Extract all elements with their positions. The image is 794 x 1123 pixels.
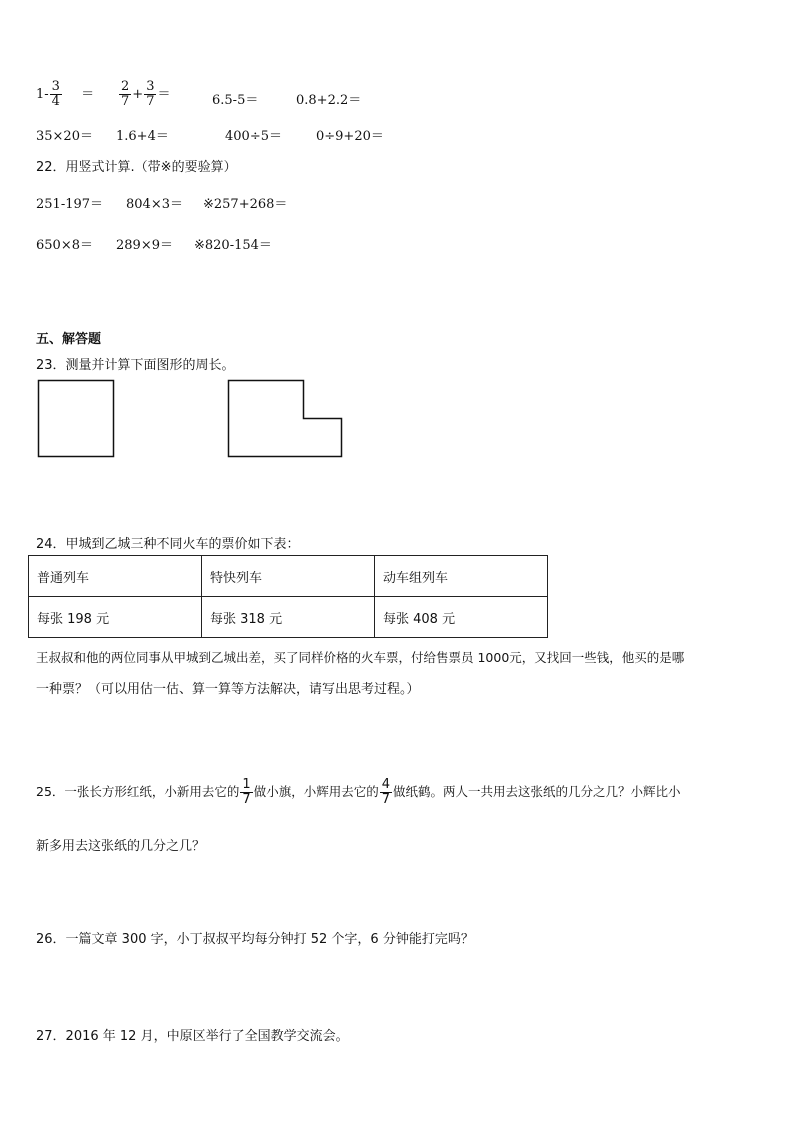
fraction-denominator: 7: [146, 94, 155, 109]
question-26-text: 26．一篇文章 300 字，小丁叔叔平均每分钟打 52 个字，6 分钟能打完吗？: [36, 932, 474, 947]
question-22-title: 22．用竖式计算.（带※的要验算）: [36, 160, 237, 175]
table-row: [29, 556, 548, 597]
fraction-denominator: 7: [381, 792, 390, 807]
table-cell: 每张 198 元: [29, 597, 202, 638]
fraction-numerator: 1: [242, 777, 251, 792]
fraction: [240, 778, 252, 807]
question-25-line-1: [36, 778, 681, 807]
column-calc-3: ※257+268＝: [203, 197, 288, 212]
fraction-denominator: 7: [242, 792, 251, 807]
oral-calc-expr-8: 0÷9+20＝: [316, 129, 384, 144]
question-23-text: 23．测量并计算下面图形的周长。: [36, 358, 235, 373]
table-header-cell: 动车组列车: [375, 556, 548, 597]
question-24-intro: 24．甲城到乙城三种不同火车的票价如下表：: [36, 537, 300, 552]
expr-text: 1-: [36, 87, 49, 102]
table-cell: 每张 318 元: [202, 597, 375, 638]
question-24-line-2: 一种票？（可以用估一估、算一算等方法解决，请写出思考过程。）: [36, 682, 420, 697]
table-cell: 每张 408 元: [375, 597, 548, 638]
plus-sign: +: [132, 87, 144, 102]
fraction-numerator: 4: [381, 777, 390, 792]
table-header-cell: 普通列车: [29, 556, 202, 597]
column-calc-1: 251-197＝: [36, 197, 104, 212]
fraction-numerator: 3: [51, 79, 60, 94]
question-24-line-1: 王叔叔和他的两位同事从甲城到乙城出差，买了同样价格的火车票，付给售票员 1000元，又找回一些钱，他买的是哪: [36, 650, 685, 665]
oral-calc-expr-4: 0.8+2.2＝: [296, 93, 362, 108]
question-25-text: 25．一张长方形红纸，小新用去它的: [36, 784, 240, 799]
table-header-cell: 特快列车: [202, 556, 375, 597]
equals-sign: ＝: [81, 87, 95, 102]
fraction-denominator: 7: [121, 94, 130, 109]
equals-sign: ＝: [157, 87, 171, 102]
fraction: [380, 778, 392, 807]
column-calc-4: 650×8＝: [36, 238, 93, 253]
oral-calc-expr-6: 1.6+4＝: [116, 129, 169, 144]
fraction-denominator: 4: [51, 94, 60, 109]
oral-calc-expr-3: 6.5-5＝: [212, 93, 259, 108]
question-25-text: 做纸鹤。两人一共用去这张纸的几分之几？小辉比小: [393, 784, 681, 799]
question-25-line-2: 新多用去这张纸的几分之几？: [36, 839, 206, 854]
ticket-price-table: [28, 555, 548, 638]
question-25-text: 做小旗，小辉用去它的: [253, 784, 379, 799]
l-shaped-figure: [229, 381, 342, 457]
table-row: [29, 597, 548, 638]
section-heading: 五、解答题: [36, 332, 102, 347]
oral-calc-expr-7: 400÷5＝: [225, 129, 282, 144]
column-calc-2: 804×3＝: [126, 197, 183, 212]
column-calc-5: 289×9＝: [116, 238, 173, 253]
column-calc-6: ※820-154＝: [194, 238, 272, 253]
fraction-numerator: 3: [146, 79, 155, 94]
square-figure: [39, 381, 114, 457]
fraction-numerator: 2: [121, 79, 130, 94]
oral-calc-expr-5: 35×20＝: [36, 129, 93, 144]
question-27-text: 27．2016 年 12 月，中原区举行了全国教学交流会。: [36, 1029, 349, 1044]
